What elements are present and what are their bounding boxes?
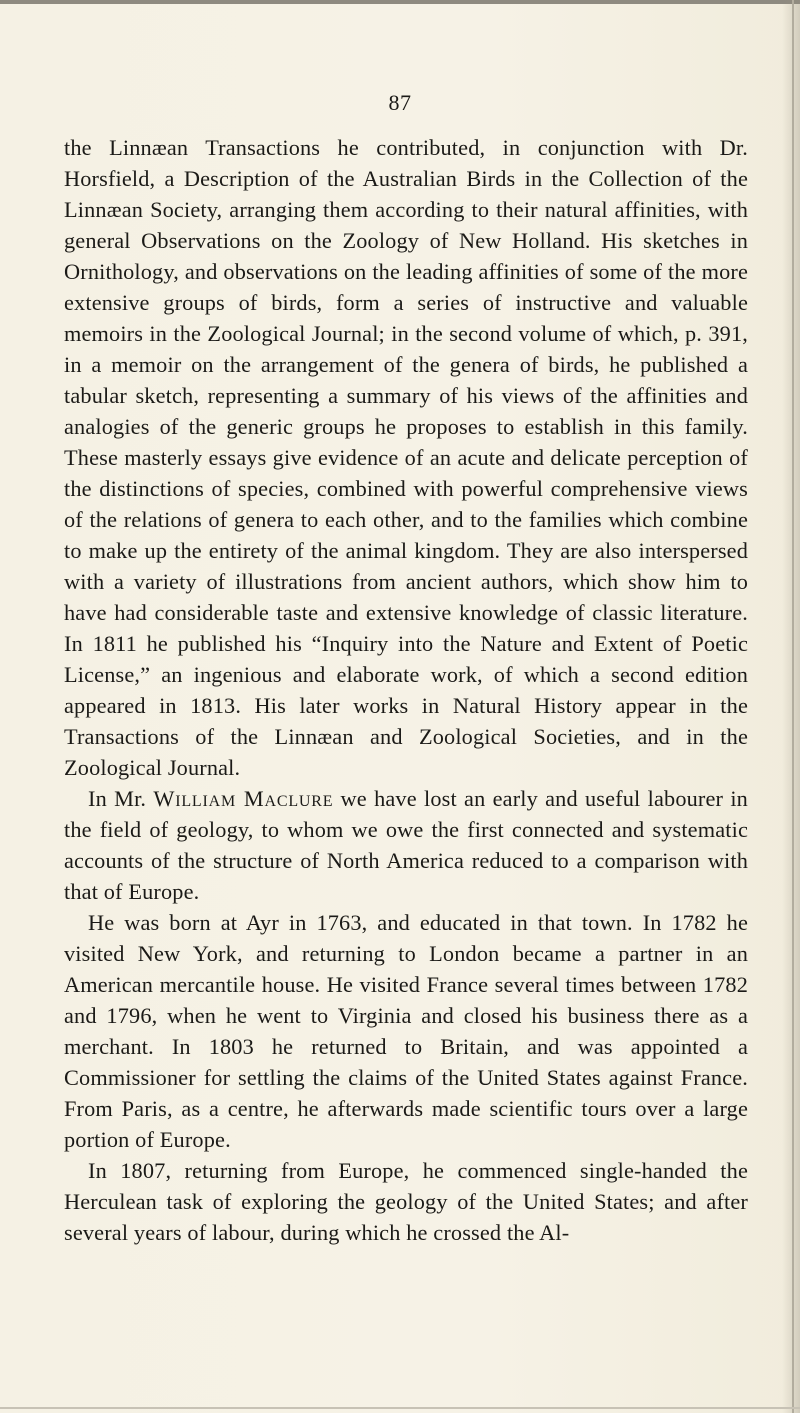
paragraph-biography: He was born at Ayr in 1763, and educated in that town. In 1782 he visited New York, and returning to London became a partner in an American mercantile house. He visited France several times between 1782 and 1796, when he went to Virginia and closed his business there as a merchant. In 1803 he returned to Britain, and was appointed a Commissioner for settling the claims of the United States against France. From Paris, as a centre, he afterwards made scientific tours over a large portion of Europe. — [64, 910, 748, 1152]
paragraph-body-text: we have lost an early and useful labourer in the field of geology, to whom we owe the first connected and systematic accounts of the structure of North America reduced to a comparison with that of Europe. — [64, 786, 748, 904]
paragraph-maclure-intro — [64, 783, 748, 907]
top-edge-rule — [0, 0, 800, 4]
paragraph-geology-work: In 1807, returning from Europe, he commenced single-handed the Herculean task of exploring the geology of the United States; and after several years of labour, during which he crossed the Al- — [64, 1158, 748, 1245]
bottom-edge-rule — [0, 1407, 800, 1409]
paragraph-lead-text: In Mr. — [88, 786, 154, 811]
paragraph-continuation: the Linnæan Transactions he contributed, in conjunction with Dr. Horsfield, a Description of the Australian Birds in the Collection of the Linnæan Society, arranging them according to their natural affinities, with general Observations on the Zoology of New Holland. His sketches in Ornithology, and observations on the leading affinities of some of the more extensive groups of birds, form a series of instructive and valuable memoirs in the Zoological Journal; in the second volume of which, p. 391, in a memoir on the arrangement of the genera of birds, he published a tabular sketch, representing a summary of his views of the affinities and analogies of the generic groups he proposes to establish in this family. These masterly essays give evidence of an acute and delicate perception of the distinctions of species, combined with powerful comprehensive views of the relations of genera to each other, and to the families which combine to make up the entirety of the animal kingdom. They are also interspersed with a variety of illustrations from ancient authors, which show him to have had considerable taste and extensive knowledge of classic literature. In 1811 he published his “Inquiry into the Nature and Extent of Poetic License,” an ingenious and elaborate work, of which a second edition appeared in 1813. His later works in Natural History appear in the Transactions of the Linnæan and Zoological Societies, and in the Zoological Journal. — [64, 135, 748, 780]
right-edge-shadow — [782, 0, 800, 1413]
page-number: 87 — [388, 90, 412, 115]
person-name-william-maclure: William Maclure — [153, 786, 334, 811]
body-text — [64, 132, 748, 1248]
